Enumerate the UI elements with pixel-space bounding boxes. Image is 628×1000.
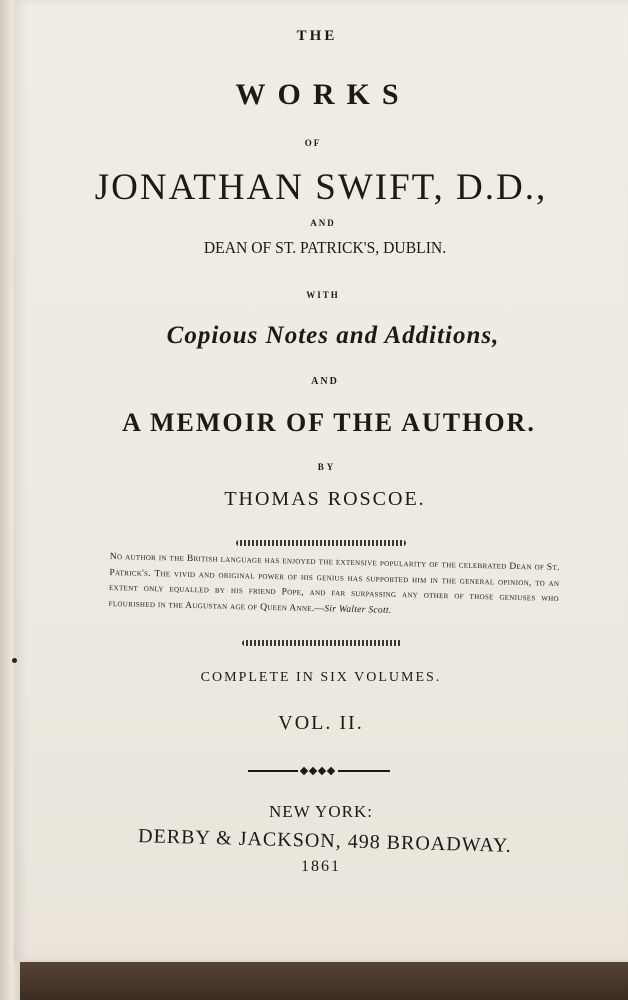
title-works: WORKS [235,78,411,111]
connector-and-1: AND [310,218,336,228]
title-the: THE [296,28,338,44]
connector-and-2: AND [311,376,339,387]
ornamental-rule [248,768,390,774]
ornament-dot [309,767,317,775]
epigraph-text: No author in the British language has enjoyed the extensive popularity of the celebrated Dean of St. Patrick's. The vivid and original power of his genius has supported him in the general opinion, to an extent only equalled by his friend Pope, and far surpassing any other of those geniuses who flourished in the Augustan age of Queen Anne.— [108,551,560,614]
ornament-dot [318,767,326,775]
ornament-dot [327,767,335,775]
notes-subtitle: Copious Notes and Additions, [166,322,500,349]
epigraph-quote [108,550,559,623]
author-title: DEAN OF ST. PATRICK'S, DUBLIN. [203,238,447,257]
publisher-city: NEW YORK: [269,802,373,821]
title-of: OF [304,138,322,148]
ornament-bar-left [248,770,298,772]
publisher-name: DERBY & JACKSON, 498 BROADWAY. [137,825,513,857]
wavy-rule-top [236,540,406,546]
page-blemish [12,658,17,663]
connector-by: BY [317,462,337,472]
table-surface [0,958,628,1000]
memoir-subtitle: A MEMOIR OF THE AUTHOR. [122,408,536,437]
title-page [14,0,628,962]
editor-name: THOMAS ROSCOE. [224,488,426,510]
connector-with: WITH [306,290,340,300]
wavy-rule-bottom [242,640,402,646]
volumes-note: COMPLETE IN SIX VOLUMES. [200,670,442,685]
ornament-bar-right [338,770,390,772]
ornament-dot [300,767,308,775]
publication-year: 1861 [301,858,341,875]
author-name: JONATHAN SWIFT, D.D., [94,167,548,208]
epigraph-attribution: Sir Walter Scott. [324,603,392,616]
volume-number: VOL. II. [278,712,364,734]
